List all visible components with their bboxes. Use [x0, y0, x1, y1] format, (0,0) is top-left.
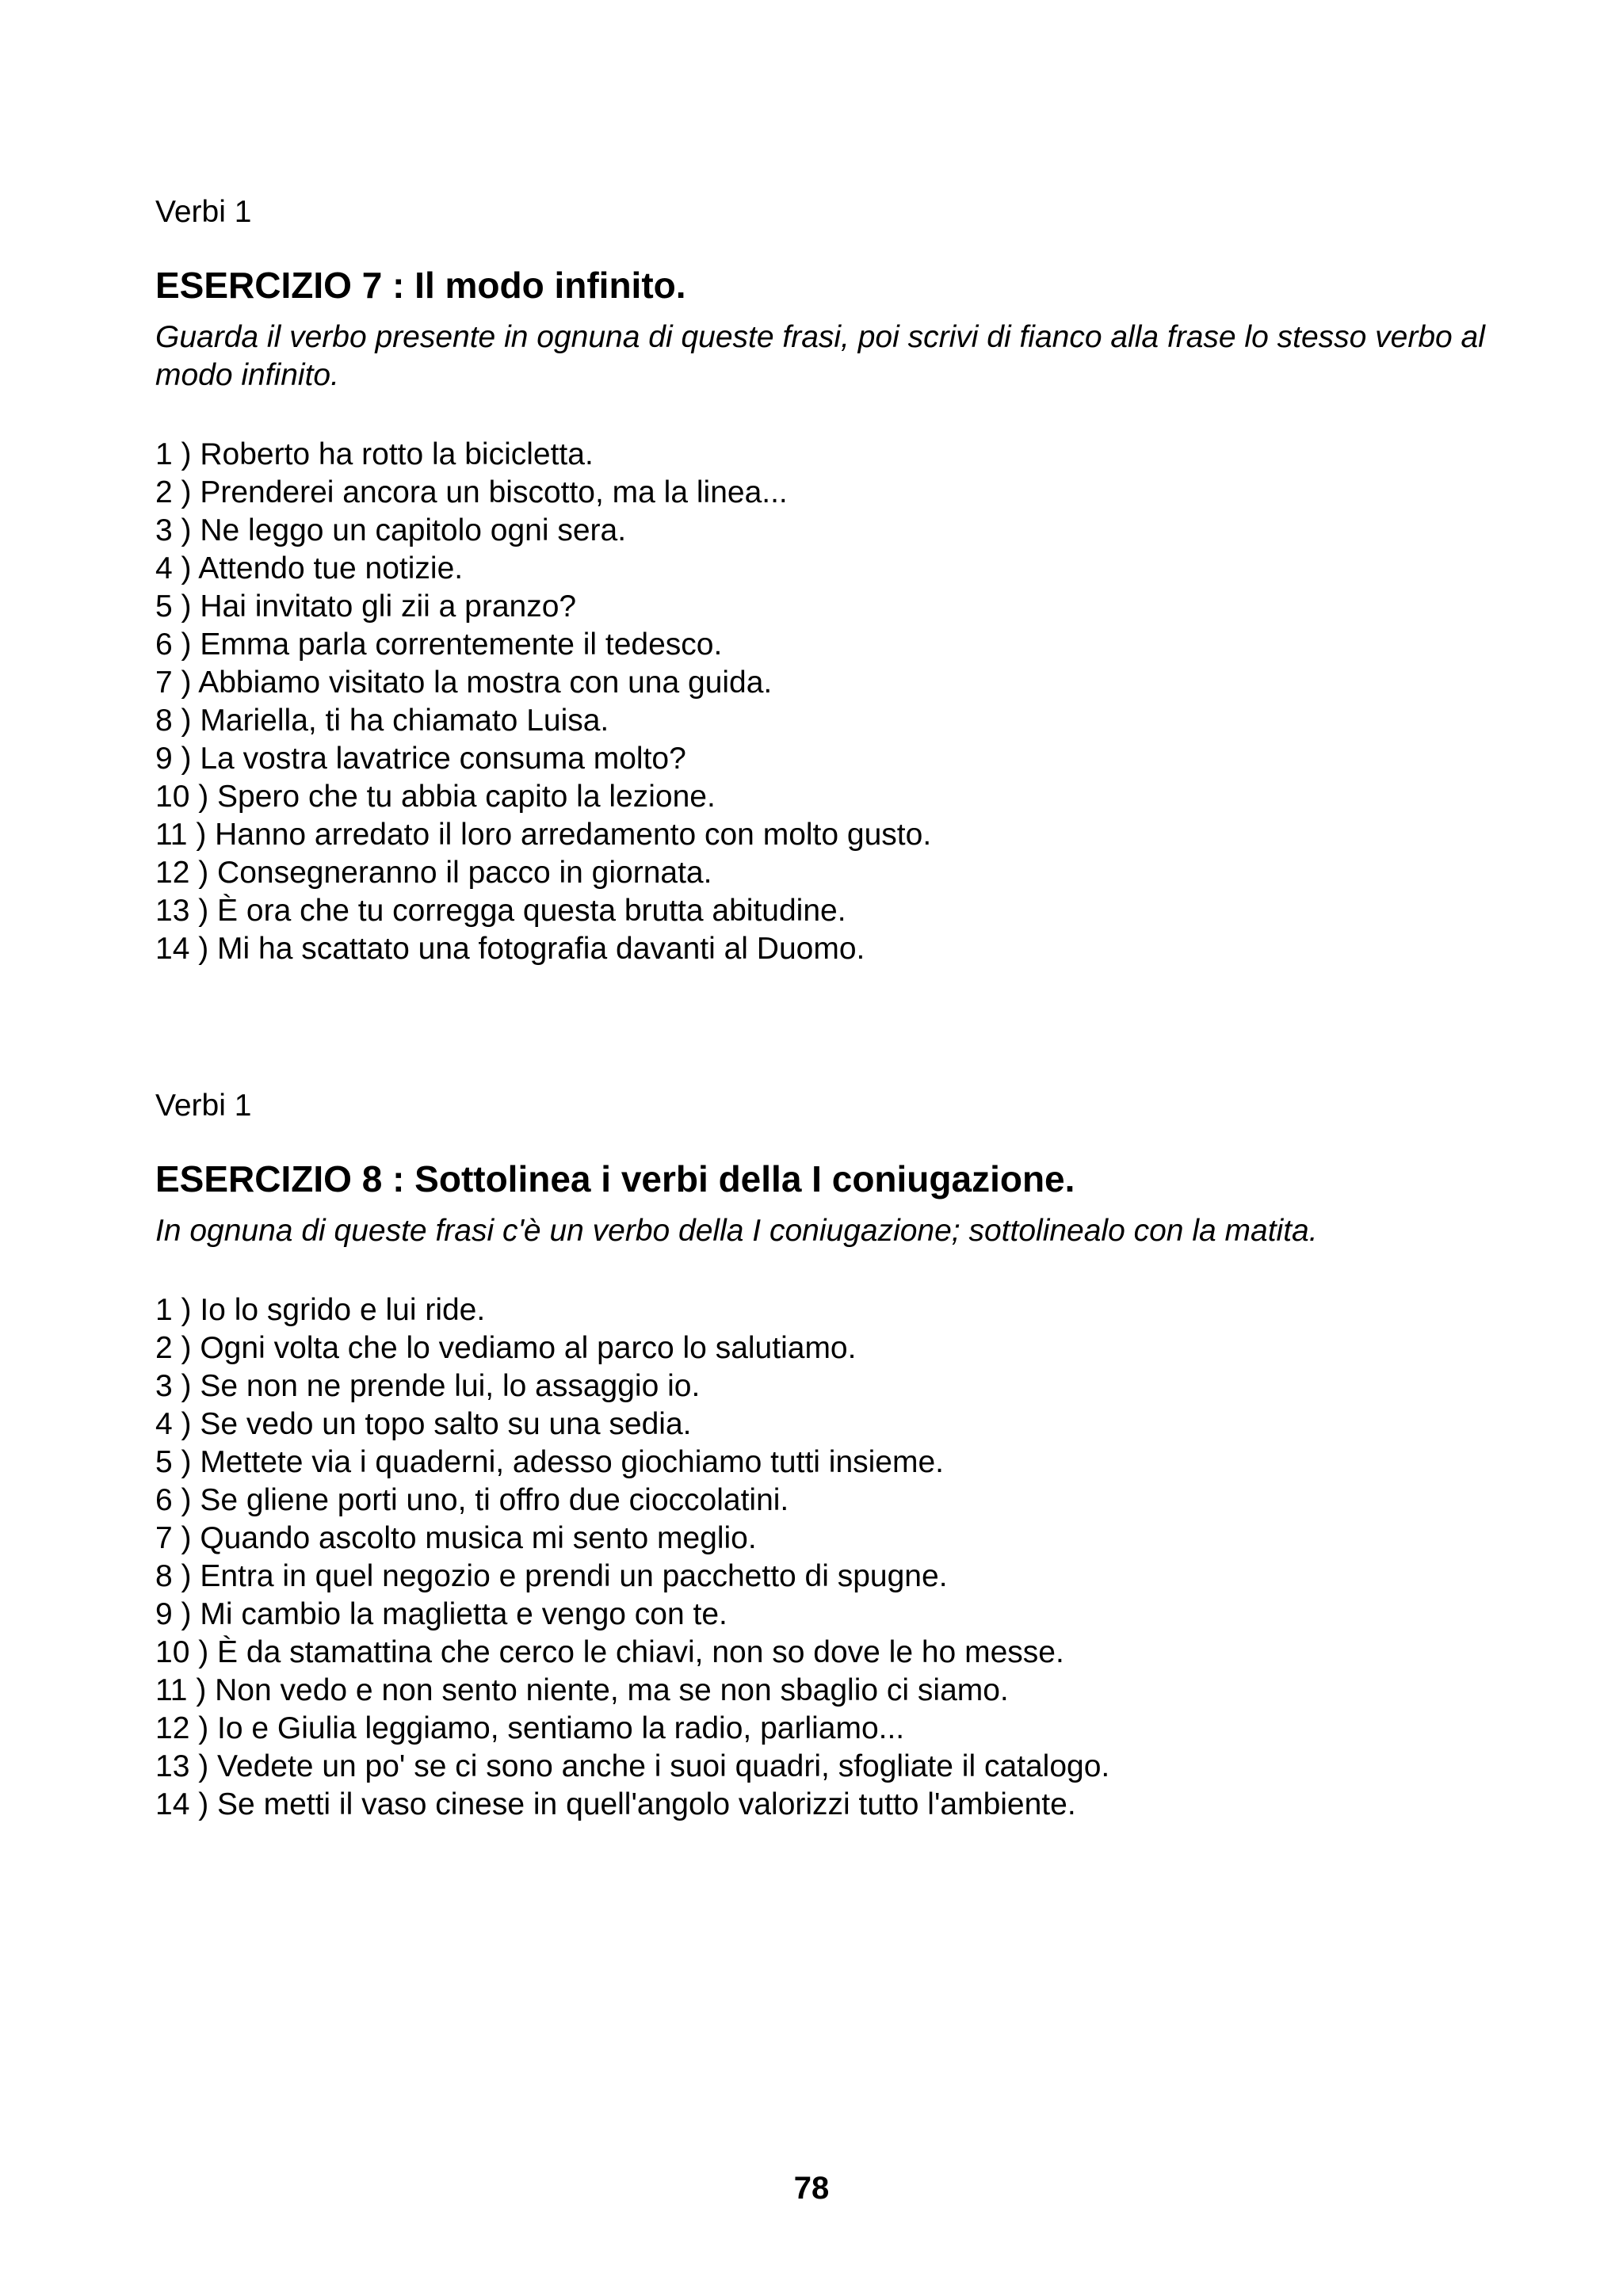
exercise-item: 6 ) Emma parla correntemente il tedesco.	[155, 627, 723, 662]
exercise-item: 13 ) È ora che tu corregga questa brutta abitudine.	[155, 894, 846, 928]
exercise-item: 4 ) Attendo tue notizie.	[155, 551, 464, 585]
exercise-item: 14 ) Mi ha scattato una fotografia davanti al Duomo.	[155, 932, 865, 966]
exercise-instructions: Guarda il verbo presente in ognuna di queste frasi, poi scrivi di fianco alla frase lo stesso verbo al modo infinito.	[155, 320, 1485, 392]
exercise-item: 5 ) Mettete via i quaderni, adesso giochiamo tutti insieme.	[155, 1445, 945, 1479]
exercise-title: ESERCIZIO 8 : Sottolinea i verbi della I coniugazione.	[155, 1158, 1075, 1199]
exercise-item-list	[155, 436, 1487, 968]
exercise-item: 3 ) Ne leggo un capitolo ogni sera.	[155, 513, 627, 547]
exercise-item: 11 ) Hanno arredato il loro arredamento con molto gusto.	[155, 818, 932, 852]
exercise-item: 9 ) Mi cambio la maglietta e vengo con te.	[155, 1597, 727, 1631]
exercise-item-list	[155, 1291, 1487, 1824]
exercise-item: 9 ) La vostra lavatrice consuma molto?	[155, 742, 686, 776]
exercise-item: 2 ) Prenderei ancora un biscotto, ma la linea...	[155, 475, 788, 509]
exercise-item: 12 ) Consegneranno il pacco in giornata.	[155, 856, 712, 890]
exercise-7-section	[155, 193, 1487, 968]
exercise-item: 10 ) È da stamattina che cerco le chiavi, non so dove le ho messe.	[155, 1635, 1064, 1669]
exercise-item: 4 ) Se vedo un topo salto su una sedia.	[155, 1407, 692, 1441]
page-number: 78	[793, 2171, 830, 2206]
exercise-item: 8 ) Entra in quel negozio e prendi un pacchetto di spugne.	[155, 1559, 948, 1593]
section-kicker: Verbi 1	[155, 195, 252, 229]
exercise-item: 11 ) Non vedo e non sento niente, ma se non sbaglio ci siamo.	[155, 1673, 1009, 1707]
exercise-item: 10 ) Spero che tu abbia capito la lezione.	[155, 780, 716, 814]
exercise-8-section	[155, 1087, 1487, 1824]
exercise-item: 8 ) Mariella, ti ha chiamato Luisa.	[155, 704, 609, 738]
exercise-item: 12 ) Io e Giulia leggiamo, sentiamo la radio, parliamo...	[155, 1711, 905, 1745]
exercise-item: 13 ) Vedete un po' se ci sono anche i suoi quadri, sfogliate il catalogo.	[155, 1749, 1110, 1783]
exercise-item: 14 ) Se metti il vaso cinese in quell'angolo valorizzi tutto l'ambiente.	[155, 1787, 1076, 1821]
exercise-item: 6 ) Se gliene porti uno, ti offro due cioccolatini.	[155, 1483, 789, 1517]
exercise-item: 3 ) Se non ne prende lui, lo assaggio io.	[155, 1369, 701, 1403]
exercise-item: 5 ) Hai invitato gli zii a pranzo?	[155, 589, 577, 624]
exercise-item: 1 ) Roberto ha rotto la bicicletta.	[155, 437, 594, 471]
exercise-item: 7 ) Abbiamo visitato la mostra con una guida.	[155, 666, 773, 700]
exercise-instructions: In ognuna di queste frasi c'è un verbo della I coniugazione; sottolinealo con la matita.	[155, 1214, 1318, 1248]
exercise-title: ESERCIZIO 7 : Il modo infinito.	[155, 265, 686, 306]
section-kicker: Verbi 1	[155, 1089, 252, 1123]
exercise-item: 1 ) Io lo sgrido e lui ride.	[155, 1293, 486, 1327]
exercise-item: 7 ) Quando ascolto musica mi sento meglio.	[155, 1521, 757, 1555]
exercise-item: 2 ) Ogni volta che lo vediamo al parco lo salutiamo.	[155, 1331, 857, 1365]
